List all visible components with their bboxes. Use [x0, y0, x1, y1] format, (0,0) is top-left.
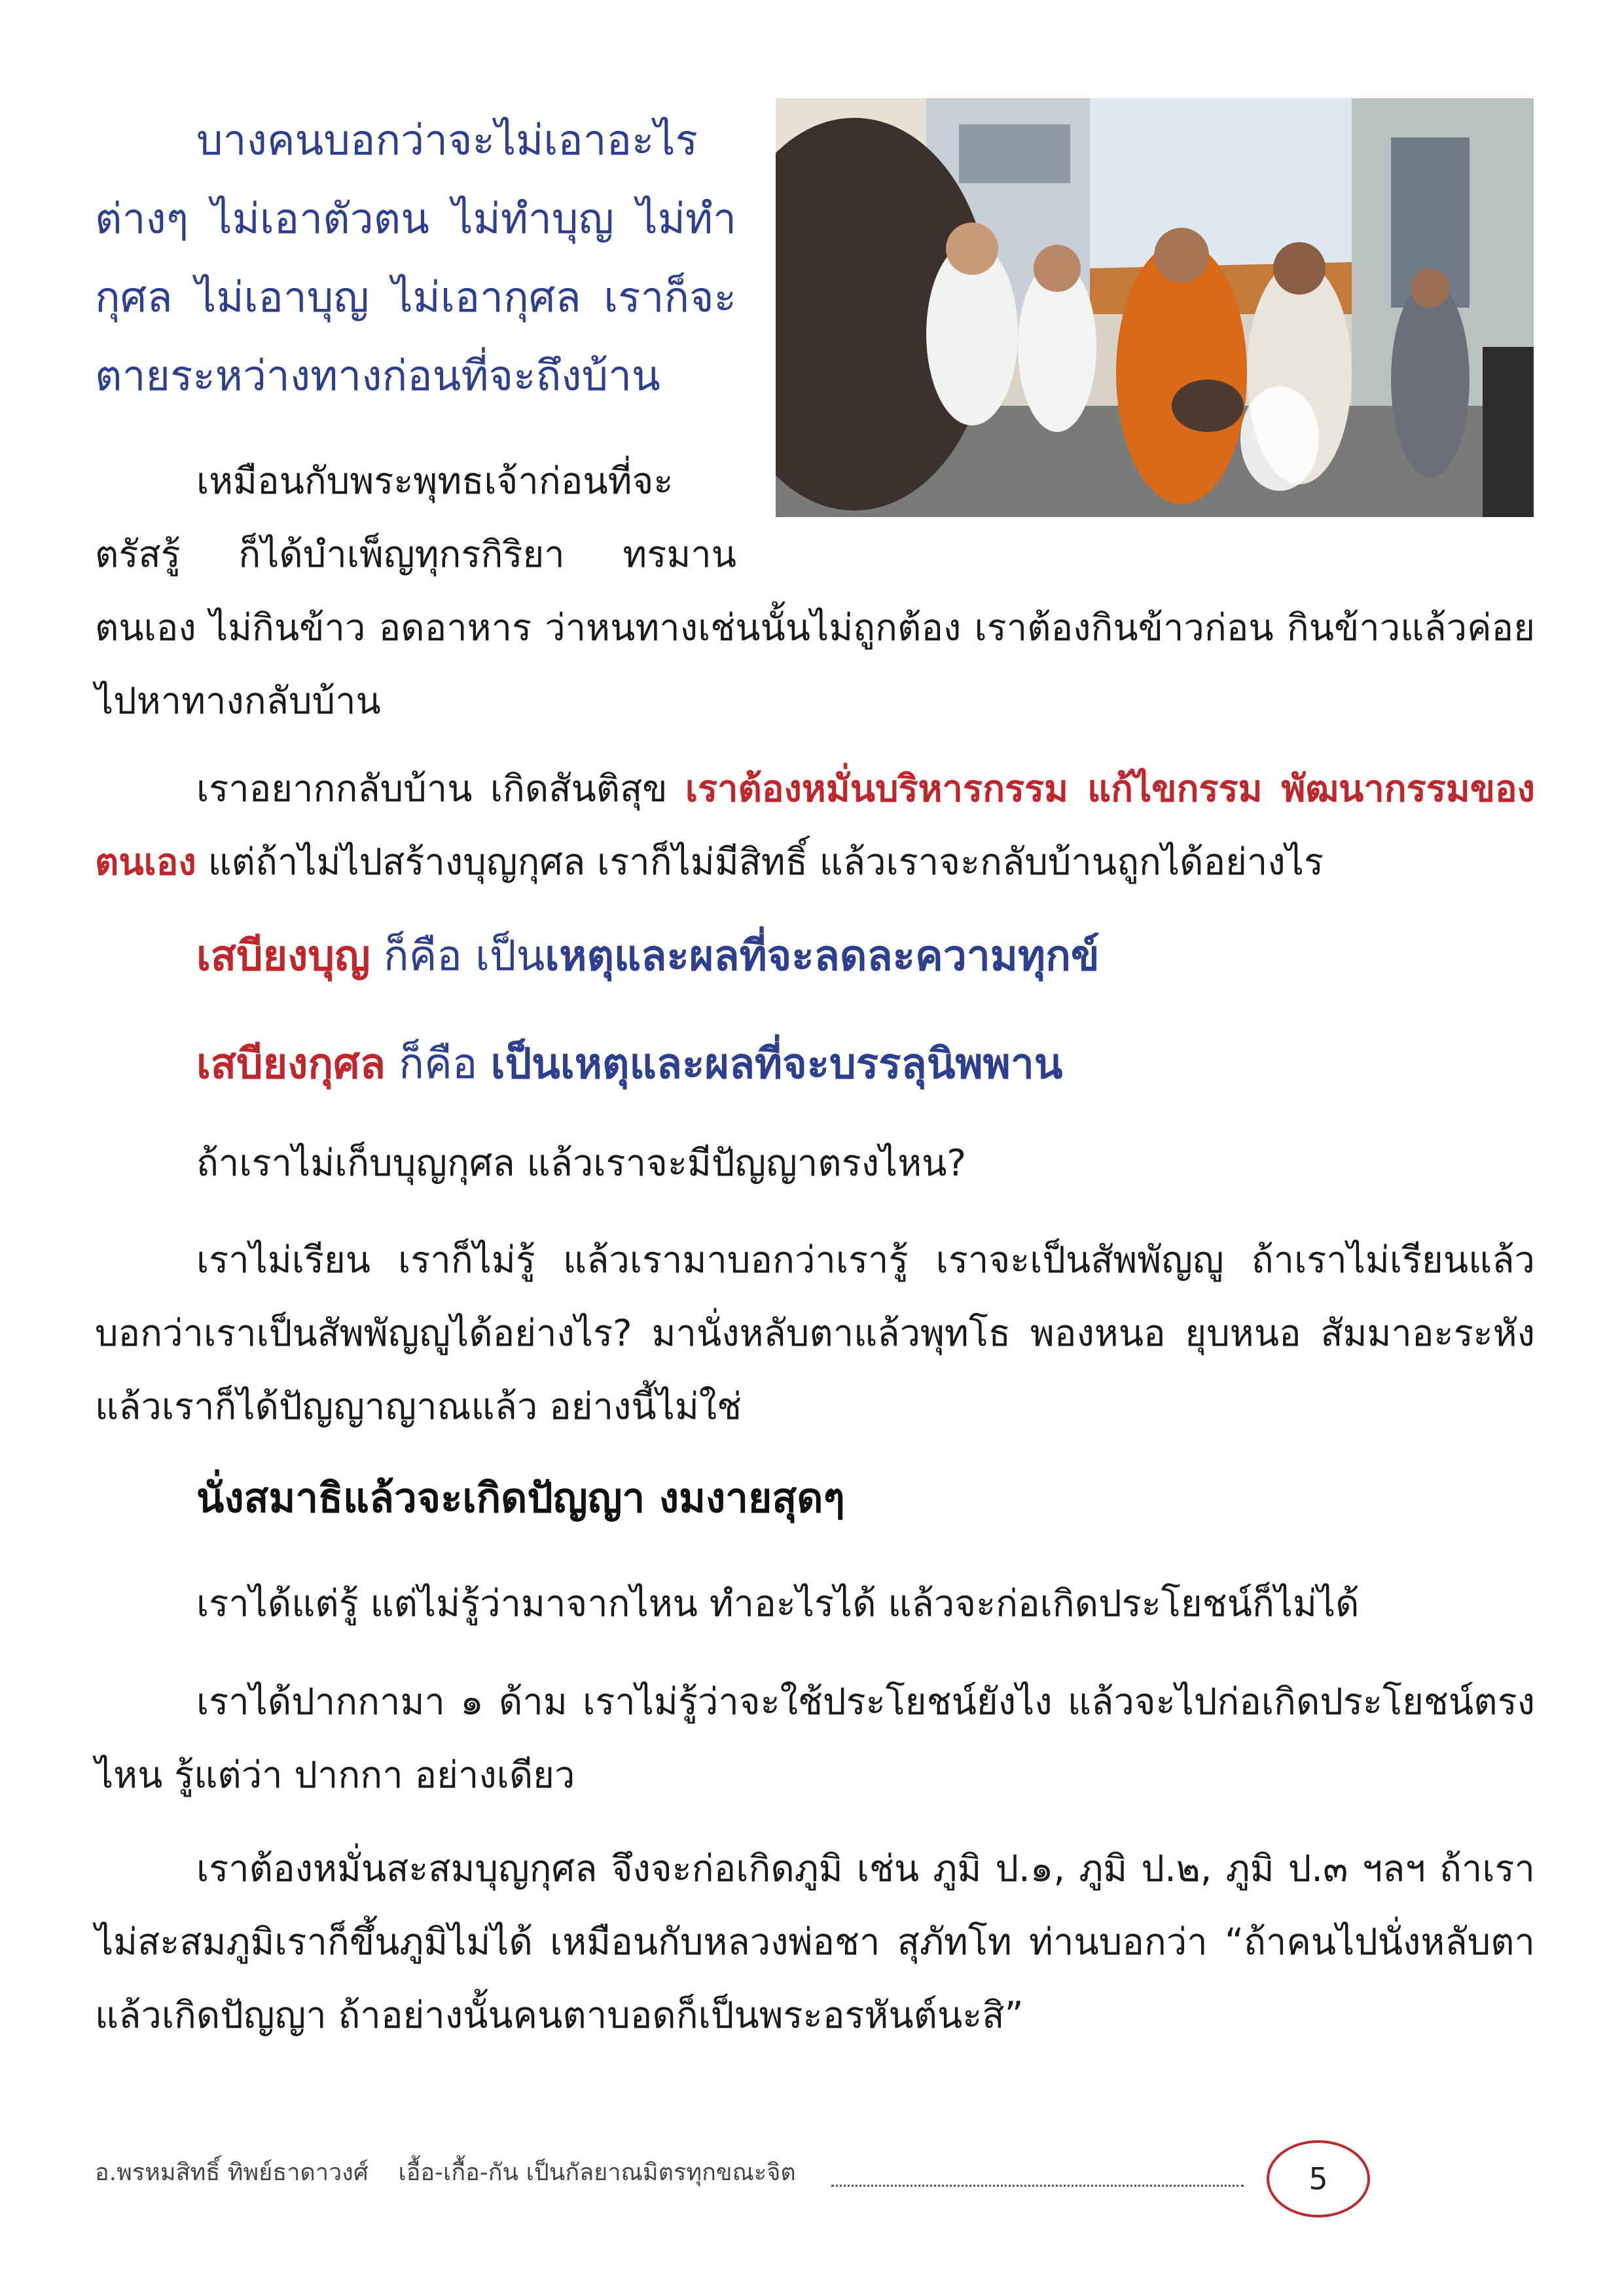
para8-text: เราต้องหมั่นสะสมบุญกุศล จึงจะก่อเกิดภูมิ เช่น ภูมิ ป.๑, ภูมิ ป.๒, ภูมิ ป.๓ ฯลฯ ถ้าเราไม่สะสมภูมิเราก็ขึ้นภูมิไม่ได้ เหมือนกับหลวงพ่อชา สุภัทโท ท่านบอกว่า “ถ้าคนไปนั่งหลับตาแล้วเกิดปัญญา ถ้าอย่างนั้นคนตาบอดก็เป็นพระอรหันต์นะสิ”	[95, 1848, 1535, 2037]
intro-line-2: ต่างๆ ไม่เอาตัวตน ไม่ทำบุญ ไม่ทำ	[95, 195, 736, 243]
monk-alms-photo-illustration	[776, 98, 1534, 517]
para2-rest: ตนเอง ไม่กินข้าว อดอาหาร ว่าหนทางเช่นนั้นไม่ถูกต้อง เราต้องกินข้าวก่อน กินข้าวแล้วค่อยไปหาทางกลับบ้าน	[95, 607, 1535, 723]
paragraph-6	[95, 1568, 1535, 1641]
intro-line-3: กุศล ไม่เอาบุญ ไม่เอากุศล เราก็จะ	[95, 274, 736, 322]
intro-paragraph	[95, 101, 736, 416]
para4-text: ถ้าเราไม่เก็บบุญกุศล แล้วเราจะมีปัญญาตรงไหน?	[196, 1142, 967, 1185]
footer-author: อ.พรหมสิทธิ์ ทิพย์ธาดาวงศ์	[95, 2159, 369, 2186]
footer-dotted-rule	[831, 2185, 1244, 2187]
para6-text: เราได้แต่รู้ แต่ไม่รู้ว่ามาจากไหน ทำอะไรได้ แล้วจะก่อเกิดประโยชน์ก็ไม่ได้	[196, 1583, 1360, 1625]
section-heading: นั่งสมาธิแล้วจะเกิดปัญญา งมงายสุดๆ	[196, 1474, 845, 1522]
paragraph-7	[95, 1666, 1535, 1812]
intro-line-1: บางคนบอกว่าจะไม่เอาอะไร	[196, 117, 698, 165]
page-number: 5	[1267, 2140, 1370, 2217]
footer-title: เอื้อ-เกื้อ-กัน เป็นกัลยาณมิตรทุกขณะจิต	[398, 2159, 796, 2186]
boon-mid: ก็คือ เป็น	[370, 932, 545, 980]
paragraph-5	[95, 1224, 1535, 1444]
paragraph-2-continued	[95, 592, 1535, 738]
monk-alms-photo	[776, 98, 1534, 517]
para3-end: แต่ถ้าไม่ไปสร้างบุญกุศล เราก็ไม่มีสิทธิ์ แล้วเราจะกลับบ้านถูกได้อย่างไร	[196, 841, 1324, 884]
para3-highlight: เราต้องหมั่นบริหารกรรม แก้ไขกรรม พัฒนากรรมของตนเอง	[95, 768, 1535, 884]
para2-line-1: เหมือนกับพระพุทธเจ้าก่อนที่จะ	[196, 460, 674, 503]
boon-def: เหตุและผลที่จะลดละความทุกข์	[545, 932, 1100, 980]
kusol-def: เป็นเหตุและผลที่จะบรรลุนิพพาน	[490, 1040, 1063, 1088]
para3-start: เราอยากกลับบ้าน เกิดสันติสุข	[196, 768, 685, 810]
paragraph-3	[95, 753, 1535, 899]
kusol-mid: ก็คือ	[385, 1040, 491, 1088]
paragraph-8	[95, 1833, 1535, 2053]
kusol-definition	[95, 1028, 1535, 1101]
paragraph-4	[95, 1127, 1535, 1200]
kusol-term: เสบียงกุศล	[196, 1040, 386, 1088]
boon-term: เสบียงบุญ	[196, 932, 370, 980]
para5-text: เราไม่เรียน เราก็ไม่รู้ แล้วเรามาบอกว่าเรารู้ เราจะเป็นสัพพัญญู ถ้าเราไม่เรียนแล้วบอกว่าเราเป็นสัพพัญญูได้อย่างไร? มานั่งหลับตาแล้วพุทโธ พองหนอ ยุบหนอ สัมมาอะระหัง แล้วเราก็ได้ปัญญาญาณแล้ว อย่างนี้ไม่ใช่	[95, 1239, 1535, 1428]
intro-line-4: ตายระหว่างทางก่อนที่จะถึงบ้าน	[95, 352, 660, 401]
para2-line-2: ตรัสรู้ ก็ได้บำเพ็ญทุกรกิริยา ทรมาน	[95, 533, 736, 576]
boon-definition	[95, 920, 1535, 993]
paragraph-2-top	[95, 445, 736, 592]
para7-text: เราได้ปากกามา ๑ ด้าม เราไม่รู้ว่าจะใช้ประโยชน์ยังไง แล้วจะไปก่อเกิดประโยชน์ตรงไหน รู้แต่ว่า ปากกา อย่างเดียว	[95, 1681, 1535, 1797]
